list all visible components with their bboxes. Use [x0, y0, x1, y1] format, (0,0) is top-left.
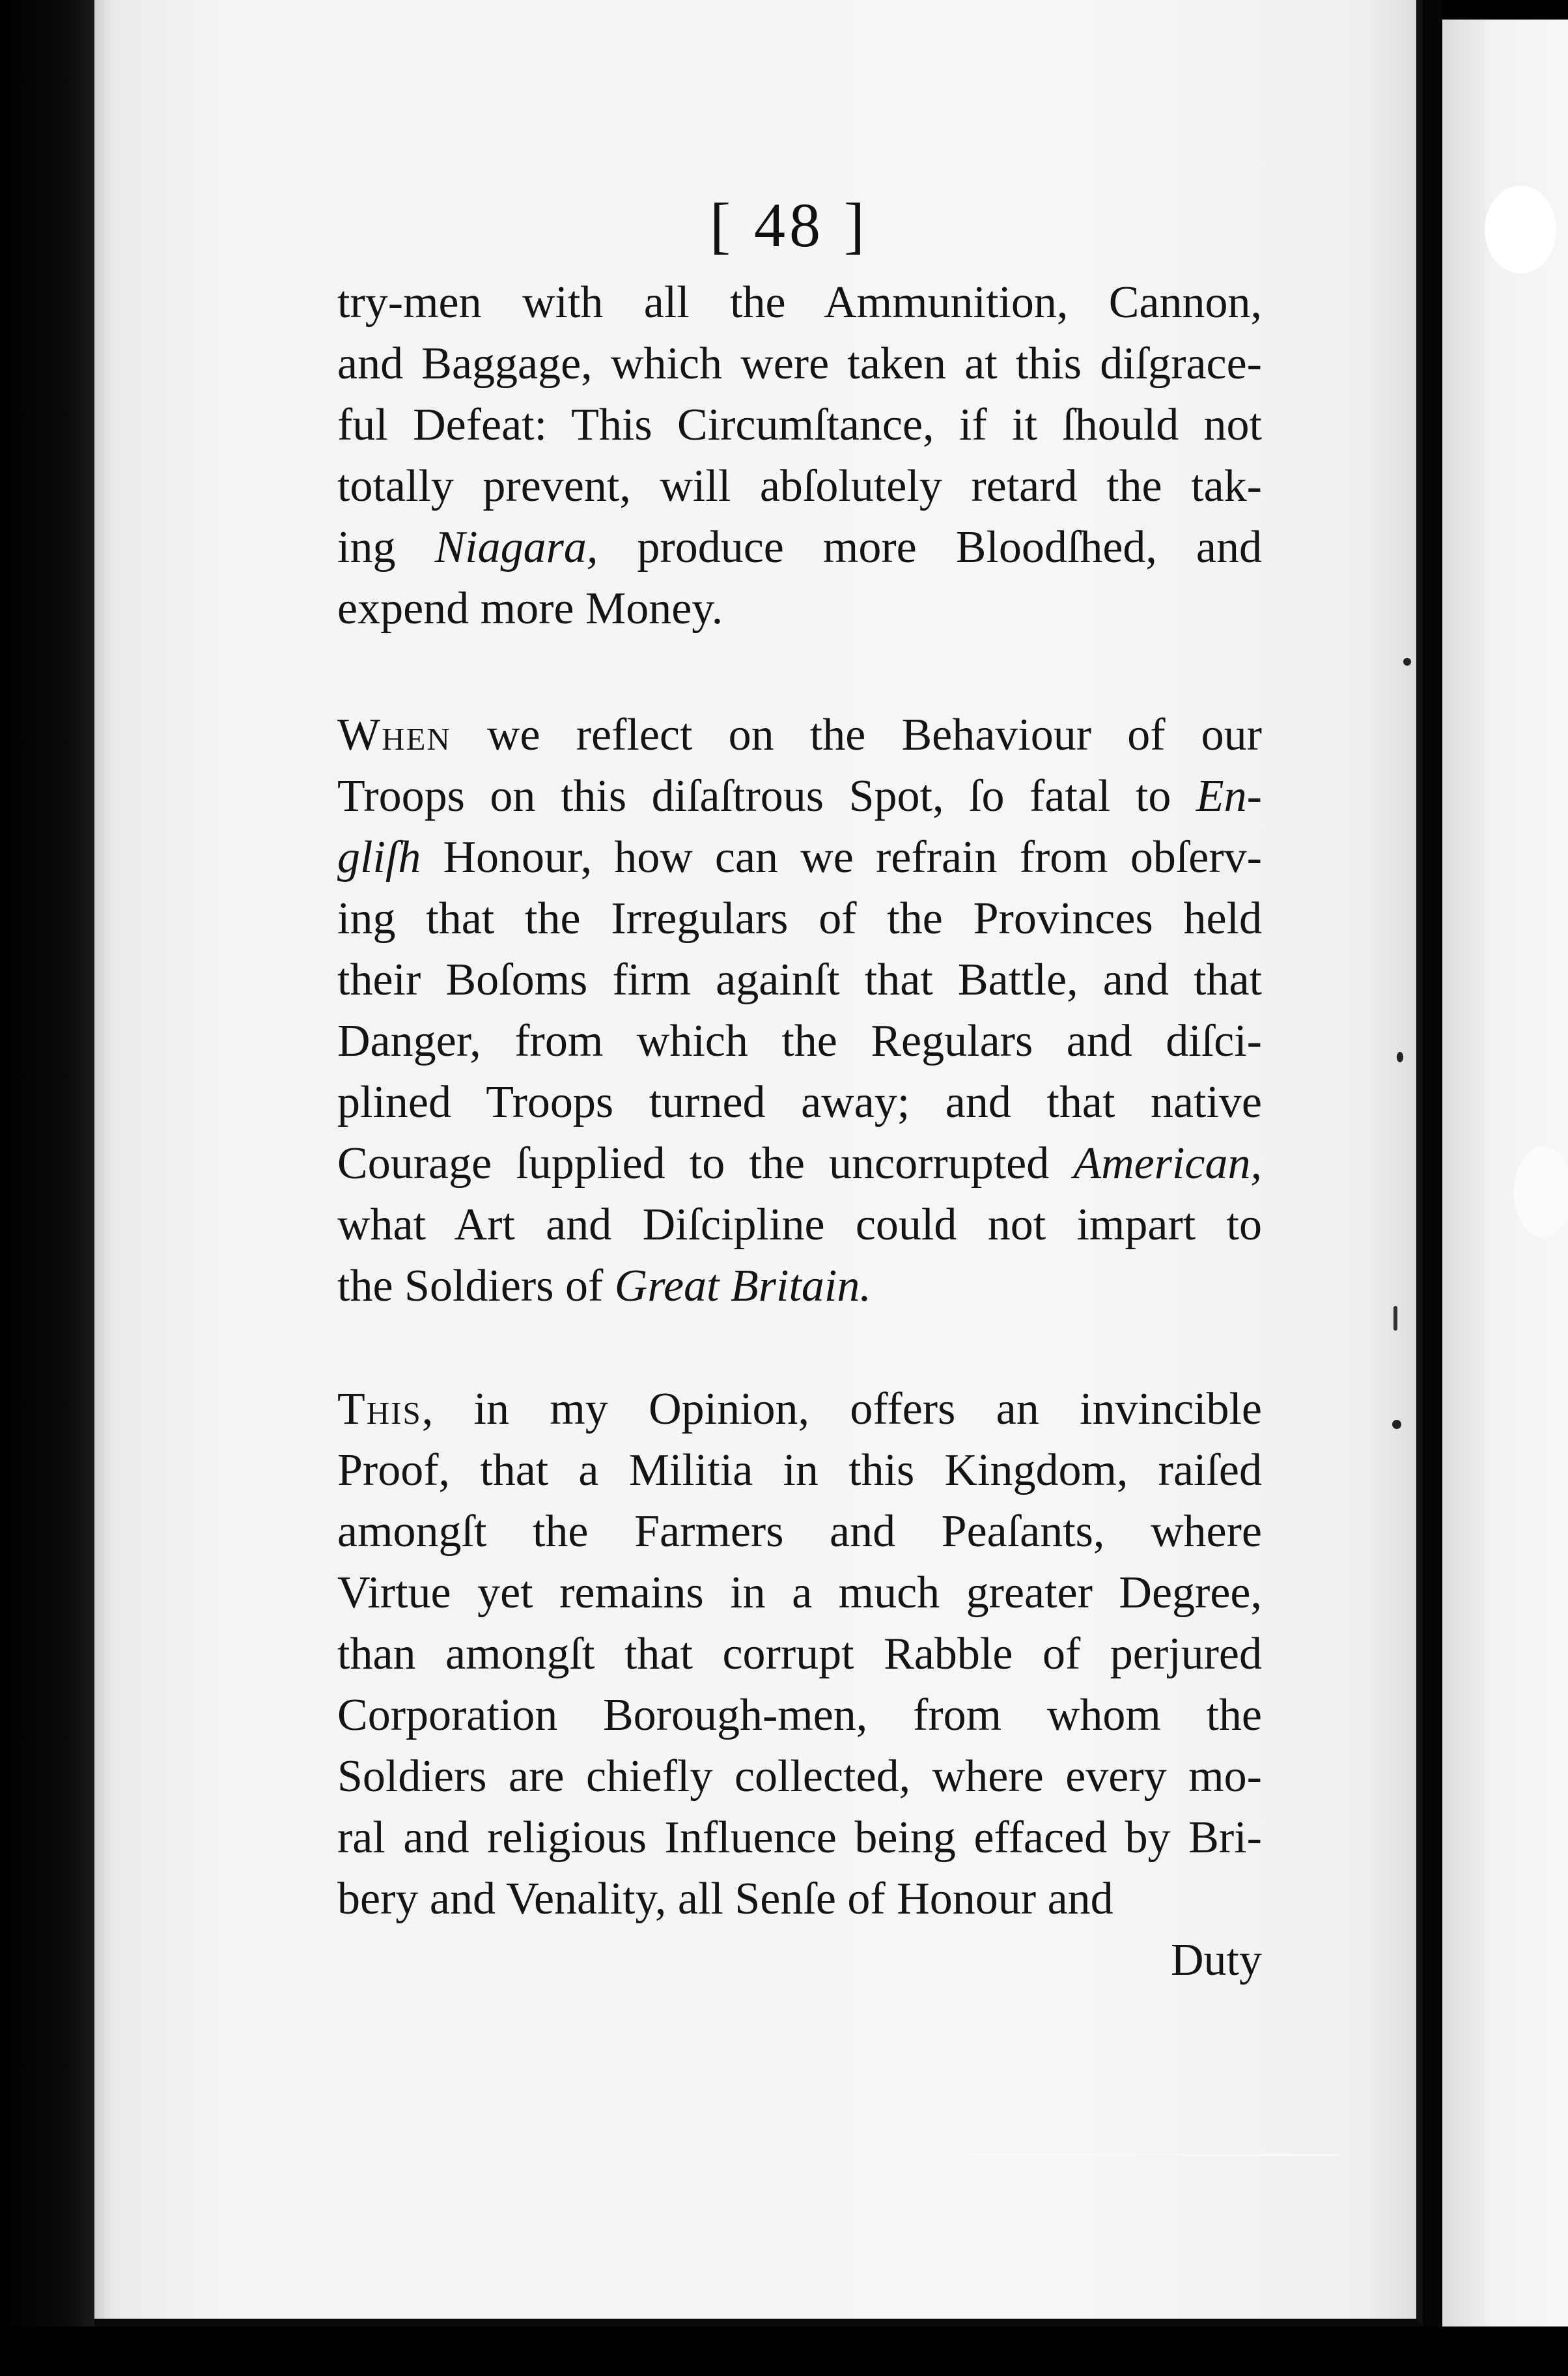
small-caps-word: When [337, 710, 451, 760]
bottom-border [0, 2326, 1568, 2376]
ink-speck [1392, 1420, 1401, 1429]
paragraph-3 [337, 1379, 1262, 1930]
text-line: and Baggage, which were taken at this diſgrace- [337, 339, 1262, 389]
small-caps-word: This [337, 1384, 422, 1434]
text-line: Danger, from which the Regulars and diſci- [337, 1016, 1262, 1066]
text-line: than amongſt that corrupt Rabble of perjured [337, 1629, 1262, 1679]
text-line: try-men with all the Ammunition, Cannon, [337, 277, 1262, 328]
text-line: totally prevent, will abſolutely retard the tak- [337, 461, 1262, 511]
text-line: Proof, that a Militia in this Kingdom, raiſed [337, 1445, 1262, 1495]
text-line: Virtue yet remains in a much greater Degree, [337, 1568, 1262, 1618]
facing-page-blot [1485, 186, 1556, 274]
text-line: ing Niagara, produce more Bloodſhed, and [337, 522, 1262, 573]
paper-scratch [967, 2154, 1338, 2156]
catchword: Duty [1171, 1935, 1262, 1985]
ink-speck [1397, 1052, 1403, 1062]
facing-page-edge [1442, 20, 1568, 2338]
text-line: the Soldiers of Great Britain. [337, 1261, 871, 1311]
ink-speck [1393, 1306, 1397, 1331]
page-gutter [1423, 0, 1442, 2376]
text-line: When we reflect on the Behaviour of our [337, 710, 1262, 760]
text-line: bery and Venality, all Senſe of Honour and [337, 1874, 1113, 1924]
italic-word: En- [1196, 771, 1262, 821]
paragraph-1 [337, 272, 1262, 640]
paragraph-2 [337, 705, 1262, 1317]
italic-word: American, [1073, 1138, 1262, 1189]
text-line: This, in my Opinion, offers an invincible [337, 1384, 1262, 1434]
text-line: Soldiers are chiefly collected, where every mo- [337, 1751, 1262, 1802]
left-binding-shadow [0, 0, 94, 2376]
text-line: expend more Money. [337, 584, 723, 634]
facing-page-blot [1514, 1146, 1568, 1238]
text-line: ful Defeat: This Circumſtance, if it ſhould not [337, 400, 1262, 450]
text-line: Courage ſupplied to the uncorrupted American, [337, 1138, 1262, 1189]
page-number: [ 48 ] [710, 190, 869, 260]
text-line: ral and religious Influence being effaced by Bri- [337, 1813, 1262, 1863]
text-line: Corporation Borough-men, from whom the [337, 1690, 1262, 1740]
italic-word: gliſh [337, 832, 421, 883]
catchword-block [337, 1930, 1262, 1991]
text-line: what Art and Diſcipline could not impart to [337, 1200, 1262, 1250]
text-line: their Boſoms firm againſt that Battle, and that [337, 955, 1262, 1005]
text-line: Troops on this diſaſtrous Spot, ſo fatal to En- [337, 771, 1262, 821]
italic-word: Great Britain. [614, 1261, 871, 1311]
text-line: amongſt the Farmers and Peaſants, where [337, 1506, 1262, 1557]
text-line: plined Troops turned away; and that native [337, 1077, 1262, 1127]
italic-word: Niagara, [434, 522, 598, 573]
text-line: gliſh Honour, how can we refrain from obſerv- [337, 832, 1262, 883]
text-line: ing that the Irregulars of the Provinces held [337, 894, 1262, 944]
ink-speck [1403, 658, 1411, 666]
